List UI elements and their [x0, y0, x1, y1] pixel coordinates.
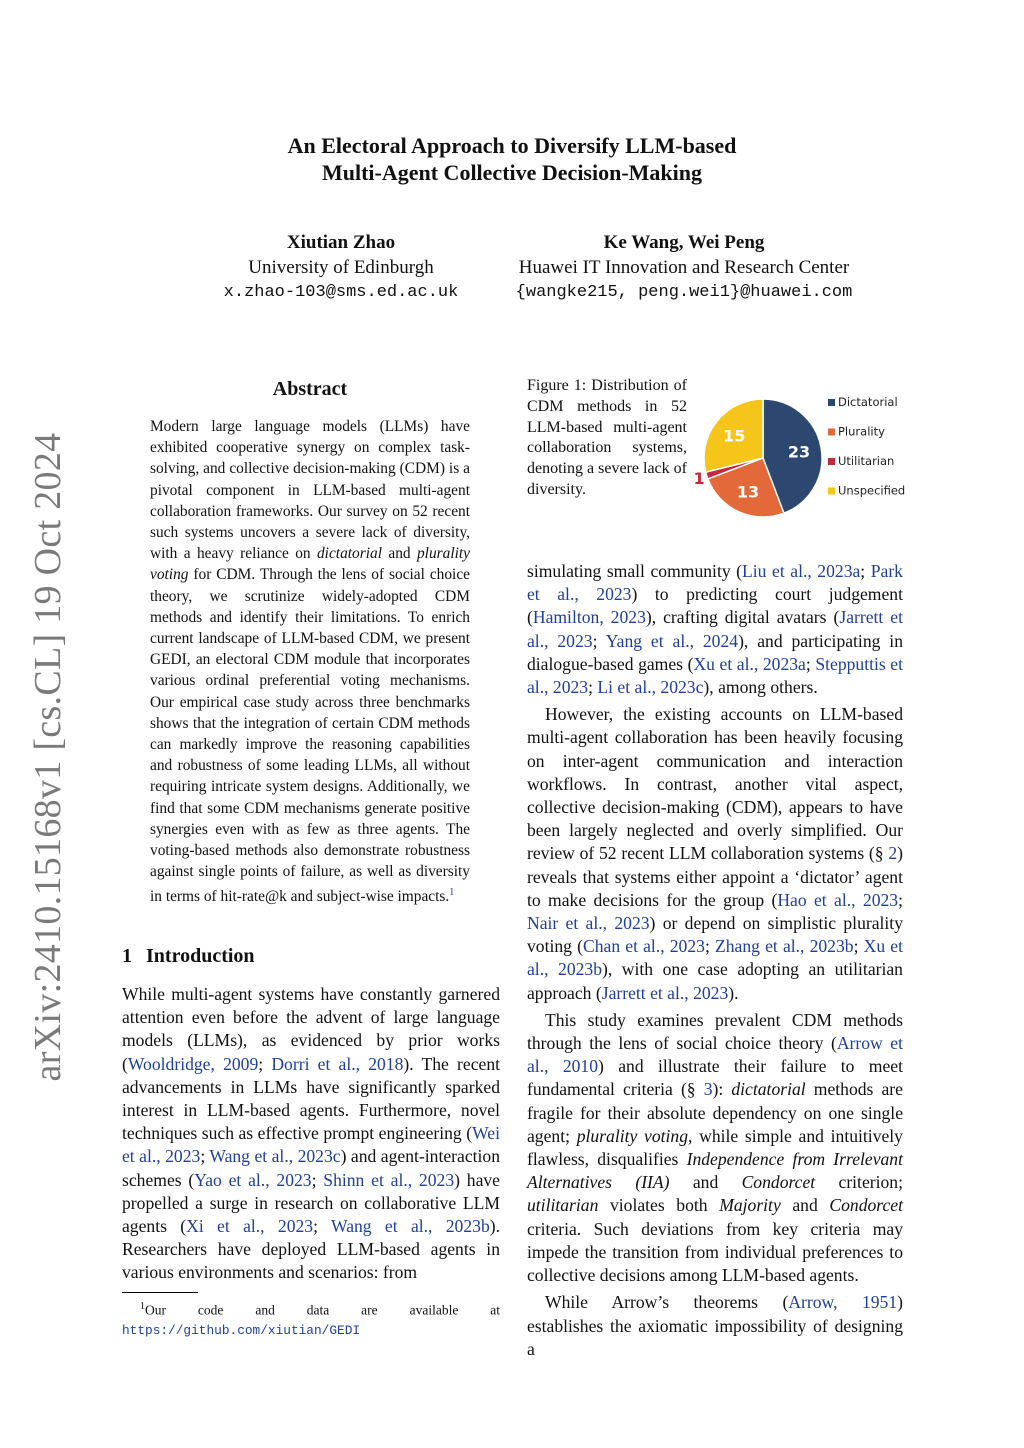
body-text: ), crafting digital avatars ( — [645, 607, 840, 628]
title-line-1: An Electoral Approach to Diversify LLM-based — [287, 133, 737, 158]
body-text: ) to predicting court judgement ( — [527, 584, 903, 628]
body-text: ), with one case adopting an utilitarian approach ( — [527, 959, 903, 1003]
abstract-emph: dictatorial — [316, 545, 382, 563]
paragraph — [527, 1009, 903, 1287]
abstract-text: Modern large language models (LLMs) have exhibited cooperative synergy on complex task-solving, and collective decision-making (CDM) is a pivotal component in LLM-based multi-agent collaboration frameworks. Our survey on 52 recent such systems uncovers a severe lack of diversity, with a heavy reliance on — [150, 418, 470, 563]
arxiv-id-text: arXiv:2410.15168v1 [cs.CL] 19 Oct 2024 — [27, 432, 69, 1082]
paragraph: However, the existing accounts on LLM-based multi-agent collaboration has been heavily focusing on inter-agent communication and interaction workflows. In contrast, another vital aspect, collective decision-making (CDM), appears to have been largely neglected and overly simplified. Our review of 52 recent LLM collaboration systems (§ 2) reveals that systems either appoint a ‘dictator’ agent to make decisions for the group (Hao et al., 2023; Nair et al., 2023) or depend on simplistic plurality voting (Chan et al., 2023; Zhang et al., 2023b; Xu et al., 2023b), with one case adopting an utilitarian approach (Jarrett et al., 2023). — [527, 704, 903, 1003]
body-text: criteria. Such deviations from key criteria may impede the transition from individual preferences to collective decisions among LLM-based agents. — [527, 1218, 903, 1286]
paragraph: simulating small community (Liu et al., 2023a; Park et al., 2023) to predicting court judgement (Hamilton, 2023), crafting digital avatars (Jarrett et al., 2023; Yang et al., 2024), and participating in dialogue-based games (Xu et al., 2023a; Stepputtis et al., 2023; Li et al., 2023c), among others. — [527, 561, 903, 698]
legend-swatch-dictatorial — [828, 399, 835, 406]
author-name: Ke Wang, Wei Peng — [603, 232, 765, 253]
citation-link[interactable]: Xu et al., 2023b — [527, 936, 903, 980]
legend-swatch-unspecified — [828, 488, 835, 495]
body-text: simulating small community ( — [527, 561, 743, 581]
body-text: ) or depend on simplistic plurality voting ( — [527, 913, 903, 957]
legend-swatch-utilitarian — [828, 458, 835, 465]
citation-link[interactable]: Wei et al., 2023 — [122, 1123, 500, 1167]
body-text: This study examines prevalent CDM methods through the lens of social choice theory ( — [527, 1009, 903, 1054]
abstract-body — [150, 416, 470, 908]
legend-swatch-plurality — [828, 429, 835, 436]
author-email[interactable]: {wangke215, peng.wei1}@huawei.com — [515, 283, 853, 302]
author-name: Xiutian Zhao — [286, 232, 396, 253]
emphasis: Independence from Irrelevant Alternatives (IIA) — [527, 1149, 903, 1193]
citation-link[interactable]: Zhang et al., 2023b — [715, 936, 854, 957]
footnote-marker[interactable]: 1 — [449, 887, 455, 899]
data-label-utilitarian: 1 — [693, 468, 705, 488]
citation-link[interactable]: Nair et al., 2023 — [527, 913, 650, 934]
section-title: Introduction — [146, 945, 255, 967]
footnote — [122, 1297, 500, 1340]
body-text: ), and participating in dialogue-based games ( — [527, 630, 903, 674]
right-column-body — [527, 560, 903, 1365]
citation-link[interactable]: Li et al., 2023c — [597, 677, 704, 698]
paper-title — [0, 132, 1024, 186]
body-text: ) reveals that systems either appoint a ‘dictator’ agent to make decisions for the group ( — [527, 843, 903, 910]
citation-link[interactable]: Wooldridge, 2009 — [127, 1053, 259, 1074]
section-ref-link[interactable]: 3 — [703, 1079, 713, 1100]
citation-link[interactable]: Jarrett et al., 2023 — [527, 607, 903, 651]
body-text: While Arrow’s theorems ( — [545, 1292, 789, 1313]
emphasis: utilitarian — [527, 1195, 599, 1216]
footnote-divider — [122, 1292, 198, 1293]
body-text: However, the existing accounts on LLM-based multi-agent collaboration has been heavily focusing on inter-agent communication and interaction workflows. In contrast, another vital aspect, collective decision-making (CDM), appears to have been largely neglected and overly simplified. Our review of 52 recent LLM collaboration systems (§ — [527, 704, 903, 864]
citation-link[interactable]: Hao et al., 2023 — [777, 889, 899, 910]
section-number: 1 — [122, 945, 132, 967]
citation-link[interactable]: Shinn et al., 2023 — [323, 1169, 455, 1190]
citation-link[interactable]: Dorri et al., 2018 — [271, 1053, 404, 1074]
body-text: ) and illustrate their failure to meet fundamental criteria (§ — [527, 1056, 903, 1100]
section-heading-introduction — [122, 945, 255, 968]
body-text: , while simple and intuitively flawless, disqualifies — [527, 1125, 903, 1170]
body-text: While multi-agent systems have constantly garnered attention even before the advent of large language models (LLMs), as evidenced by prior works ( — [122, 984, 500, 1074]
arxiv-identifier — [18, 432, 78, 1082]
legend-label-plurality: Plurality — [838, 424, 885, 439]
data-label-unspecified: 15 — [723, 426, 746, 446]
legend-label-unspecified: Unspecified — [838, 483, 906, 498]
emphasis: Condorcet — [829, 1195, 903, 1216]
title-line-2: Multi-Agent Collective Decision-Making — [321, 160, 703, 185]
paragraph — [527, 1291, 903, 1361]
citation-link[interactable]: Jarrett et al., 2023 — [601, 982, 729, 1003]
citation-link[interactable]: Hamilton, 2023 — [532, 607, 646, 628]
emphasis: Condorcet — [741, 1172, 816, 1193]
github-link[interactable]: https://github.com/xiutian/GEDI — [122, 1322, 361, 1338]
author-email[interactable]: x.zhao-103@sms.ed.ac.uk — [223, 283, 459, 302]
citation-link[interactable]: Park et al., 2023 — [527, 561, 903, 605]
citation-link[interactable]: Chan et al., 2023 — [582, 936, 705, 957]
footnote-text: Our code and data are available at — [145, 1302, 500, 1318]
body-text: ). Researchers have deployed LLM-based agents in various environments and scenarios: from — [122, 1216, 501, 1283]
author-block-1 — [196, 230, 486, 305]
body-text: ). The recent advancements in LLMs have significantly sparked interest in LLM-based agents. Furthermore, novel techniques such as effective prompt engineering ( — [122, 1053, 501, 1144]
body-text: and — [669, 1172, 742, 1193]
abstract-emph: plurality voting — [150, 545, 470, 584]
legend-label-dictatorial: Dictatorial — [838, 395, 898, 409]
body-text: criterion; — [815, 1172, 903, 1193]
body-text: ) establishes the axiomatic impossibility of designing a — [527, 1292, 903, 1359]
emphasis: Majority — [719, 1195, 781, 1216]
chart-legend — [828, 395, 905, 498]
body-text: ). — [728, 982, 739, 1003]
pie-chart — [688, 380, 910, 540]
citation-link[interactable]: Stepputtis et al., 2023 — [527, 653, 903, 698]
citation-link[interactable]: Wang et al., 2023c — [209, 1146, 341, 1167]
body-text: methods are fragile for their absolute dependency on one single agent; — [527, 1079, 903, 1146]
author-affiliation: Huawei IT Innovation and Research Center — [518, 257, 850, 278]
citation-link[interactable]: Wang et al., 2023b — [331, 1216, 490, 1237]
footnote-number: 1 — [140, 1301, 145, 1312]
author-affiliation: University of Edinburgh — [248, 257, 434, 278]
data-label-plurality: 13 — [736, 482, 760, 502]
figure-caption: Figure 1: Distribution of CDM methods in 52 LLM-based multi-agent collaboration systems, denoting a severe lack of diversity. — [527, 377, 687, 498]
body-text: ) and agent-interaction schemes ( — [122, 1146, 500, 1190]
citation-link[interactable]: Xu et al., 2023a — [693, 653, 806, 674]
abstract-text: for CDM. Through the lens of social choice theory, we scrutinize widely-adopted CDM methods and identify their limitations. To enrich current landscape of LLM-based CDM, we present GEDI, an electoral CDM module that incorporates various ordinal preferential voting mechanisms. Our empirical case study across three benchmarks shows that the integration of certain CDM methods can markedly improve the reasoning capabilities and robustness of some leading LLMs, all without requiring intricate system designs. Additionally, we find that some CDM mechanisms generate positive synergies even with as few as three agents. The voting-based methods also demonstrate robustness against single points of failure, as well as diversity in terms of hit-rate@k and subject-wise impacts. — [150, 566, 470, 906]
legend-label-utilitarian: Utilitarian — [838, 454, 895, 468]
body-text: ), among others. — [703, 677, 818, 698]
body-text: violates both — [598, 1195, 720, 1216]
section-ref-link[interactable]: 2 — [888, 843, 898, 864]
data-label-dictatorial: 23 — [787, 442, 811, 462]
author-block-2 — [490, 230, 878, 305]
citation-link[interactable]: Arrow et al., 2010 — [527, 1033, 903, 1077]
intro-paragraph: While multi-agent systems have constantly garnered attention even before the advent of large language models (LLMs), as evidenced by prior works (Wooldridge, 2009; Dorri et al., 2018). The recent advancements in LLMs have significantly sparked interest in LLM-based agents. Furthermore, novel techniques such as effective prompt engineering (Wei et al., 2023; Wang et al., 2023c) and agent-interaction schemes (Yao et al., 2023; Shinn et al., 2023) have propelled a surge in research on collaborative LLM agents (Xi et al., 2023; Wang et al., 2023b). Researchers have deployed LLM-based agents in various environments and scenarios: from — [122, 984, 501, 1283]
abstract-heading: Abstract — [272, 378, 348, 400]
citation-link[interactable]: Xi et al., 2023 — [186, 1216, 314, 1237]
citation-link[interactable]: Arrow, 1951 — [788, 1292, 898, 1313]
body-text: ): — [712, 1079, 732, 1100]
emphasis: plurality voting — [576, 1125, 688, 1146]
body-text: ) have propelled a surge in research on collaborative LLM agents ( — [122, 1169, 500, 1237]
emphasis: dictatorial — [731, 1079, 806, 1100]
abstract-text: and — [381, 545, 417, 563]
citation-link[interactable]: Liu et al., 2023a — [742, 561, 861, 581]
body-text: and — [780, 1195, 830, 1216]
citation-link[interactable]: Yang et al., 2024 — [605, 630, 739, 651]
citation-link[interactable]: Yao et al., 2023 — [194, 1169, 312, 1190]
